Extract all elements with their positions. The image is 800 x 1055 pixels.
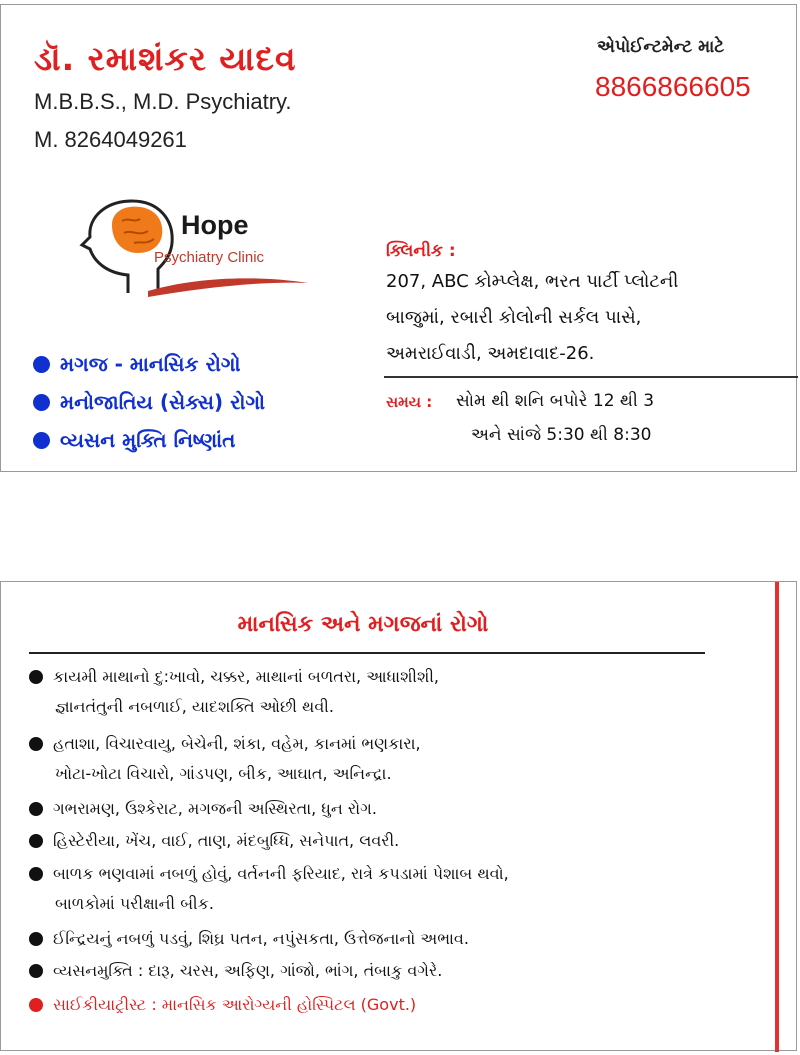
business-card-front — [0, 4, 797, 472]
disease-item — [29, 794, 377, 824]
bullet-icon — [33, 356, 50, 373]
doctor-mobile: M. 8264049261 — [34, 127, 187, 152]
bullet-icon — [29, 834, 43, 848]
disease-text: જ્ઞાનતંતુની નબળાઈ, યાદશક્તિ ઓછી થવી. — [55, 697, 334, 716]
logo-title: Hope — [181, 210, 249, 240]
address-line: 207, ABC કોમ્પ્લેક્ષ, ભરત પાર્ટી પ્લોટની — [386, 271, 679, 292]
disease-text: ઈન્દ્રિયનું નબળું પડવું, શિઘ્ર પતન, નપુંસકતા, ઉત્તેજનાનો અભાવ. — [53, 929, 469, 948]
timing-line: સોમ થી શનિ બપોરે 12 થી 3 — [456, 391, 655, 411]
accent-bar — [775, 582, 779, 1052]
service-label: વ્યસન મુક્તિ નિષ્ણાંત — [60, 428, 236, 452]
timing-label: સમય : — [386, 393, 433, 411]
disease-text: બાળક ભણવામાં નબળું હોવું, વર્તનની ફરિયાદ, રાત્રે કપડામાં પેશાબ થવો, — [53, 864, 509, 883]
disease-item — [29, 662, 439, 722]
doctor-name: ડૉ. રમાશંકર યાદવ — [34, 39, 297, 78]
appointment-phone: 8866866605 — [595, 71, 751, 102]
bullet-icon — [29, 737, 43, 751]
disease-item — [29, 924, 469, 954]
divider — [384, 376, 798, 378]
bullet-icon — [33, 432, 50, 449]
disease-item — [29, 859, 509, 919]
disease-text: વ્યસનમુક્તિ : દારૂ, ચરસ, અફિણ, ગાંજો, ભાંગ, તંબાકુ વગેરે. — [53, 961, 443, 980]
bullet-icon — [29, 802, 43, 816]
service-item — [33, 345, 265, 383]
disease-text: સાઈકીયાટ્રીસ્ટ : માનસિક આરોગ્યની હોસ્પિટલ (Govt.) — [53, 995, 417, 1014]
title-rule — [29, 652, 705, 654]
clinic-label: ક્લિનીક : — [386, 241, 456, 261]
disease-item — [29, 826, 399, 856]
disease-item — [29, 956, 442, 986]
disease-item — [29, 729, 421, 789]
timing-line: અને સાંજે 5:30 થી 8:30 — [471, 425, 652, 445]
bullet-icon — [29, 998, 43, 1012]
disease-text: ગભરામણ, ઉશ્કેરાટ, મગજની અસ્થિરતા, ધુન રોગ. — [53, 799, 377, 818]
business-card-back — [0, 581, 797, 1051]
bullet-icon — [29, 932, 43, 946]
disease-text: હિસ્ટેરીયા, ખેંચ, વાઈ, તાણ, મંદબુધ્ધિ, સનેપાત, લવરી. — [53, 831, 400, 850]
disease-text: હતાશા, વિચારવાયુ, બેચેની, શંકા, વહેમ, કાનમાં ભણકારા, — [53, 734, 421, 753]
bullet-icon — [29, 867, 43, 881]
bullet-icon — [29, 964, 43, 978]
service-label: મનોજાતિય (સેક્સ) રોગો — [60, 390, 266, 414]
bullet-icon — [29, 670, 43, 684]
service-item — [33, 421, 265, 459]
services-list — [33, 345, 265, 459]
disease-item — [29, 990, 416, 1020]
appointment-label: એપોઈન્ટમેન્ટ માટે — [597, 37, 725, 57]
service-label: મગજ - માનસિક રોગો — [60, 352, 241, 376]
disease-text: બાળકોમાં પરીક્ષાની બીક. — [55, 894, 215, 913]
service-item — [33, 383, 265, 421]
logo-subtitle: Psychiatry Clinic — [154, 249, 265, 266]
address-line: અમરાઈવાડી, અમદાવાદ-26. — [386, 343, 595, 364]
doctor-degree: M.B.B.S., M.D. Psychiatry. — [34, 89, 292, 114]
address-line: બાજુમાં, રબારી કોલોની સર્કલ પાસે, — [386, 307, 642, 328]
bullet-icon — [33, 394, 50, 411]
disease-text: કાયમી માથાનો દુ:ખાવો, ચક્કર, માથાનાં બળતરા, આધાશીશી, — [53, 667, 439, 686]
disease-text: ખોટા-ખોટા વિચારો, ગાંડપણ, બીક, આઘાત, અનિન્દ્રા. — [55, 764, 392, 783]
back-title: માનસિક અને મગજનાં રોગો — [237, 612, 489, 637]
